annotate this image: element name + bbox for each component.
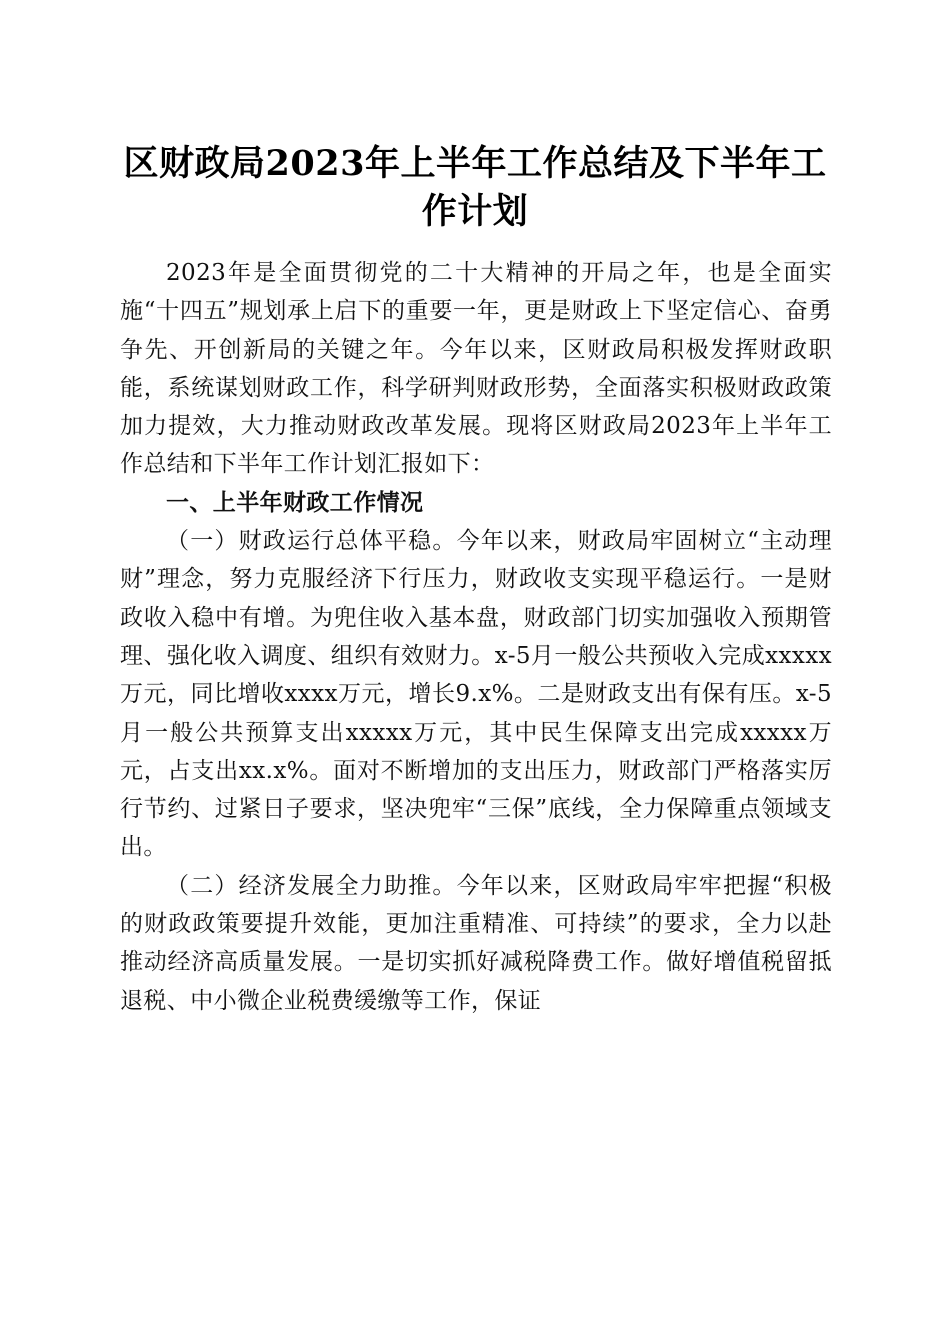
document-title: 区财政局2023年上半年工作总结及下半年工作计划 (123, 143, 827, 232)
item-1-body: 今年以来，财政局牢固树立“主动理财”理念，努力克服经济下行压力，财政收支实现平稳运行。一是财政收入稳中有增。为兜住收入基本盘，财政部门切实加强收入预期管理、强化收入调度、组织有效财力。x-5月一般公共预收入完成xxxxx万元，同比增收xxxx万元，增长9.x%。二是财政支出有保有压。x-5月一般公共预算支出xxxxx万元，其中民生保障支出完成xxxxx万元，占支出xx.x%。面对不断增加的支出压力，财政部门严格落实厉行节约、过紧日子要求，坚决兜牢“三保”底线，全力保障重点领域支出。 (120, 528, 832, 861)
section-heading: 一、上半年财政工作情况 (166, 489, 424, 516)
item-2-lead: （二）经济发展全力助推。 (166, 872, 457, 899)
paragraph-item-2 (120, 867, 832, 1020)
paragraph-item-1 (120, 522, 832, 867)
document-body (120, 254, 832, 1020)
item-2-body: 今年以来，区财政局牢牢把握“积极的财政政策要提升效能，更加注重精准、可持续”的要求，全力以赴推动经济高质量发展。一是切实抓好减税降费工作。做好增值税留抵退税、中小微企业税费缓缴等工作，保证 (120, 872, 832, 1014)
intro-paragraph: 2023年是全面贯彻党的二十大精神的开局之年，也是全面实施“十四五”规划承上启下的重要一年，更是财政上下坚定信心、奋勇争先、开创新局的关键之年。今年以来，区财政局积极发挥财政职能，系统谋划财政工作，科学研判财政形势，全面落实积极财政政策加力提效，大力推动财政改革发展。现将区财政局2023年上半年工作总结和下半年工作计划汇报如下： (120, 260, 832, 478)
item-1-lead: （一）财政运行总体平稳。 (166, 528, 457, 555)
